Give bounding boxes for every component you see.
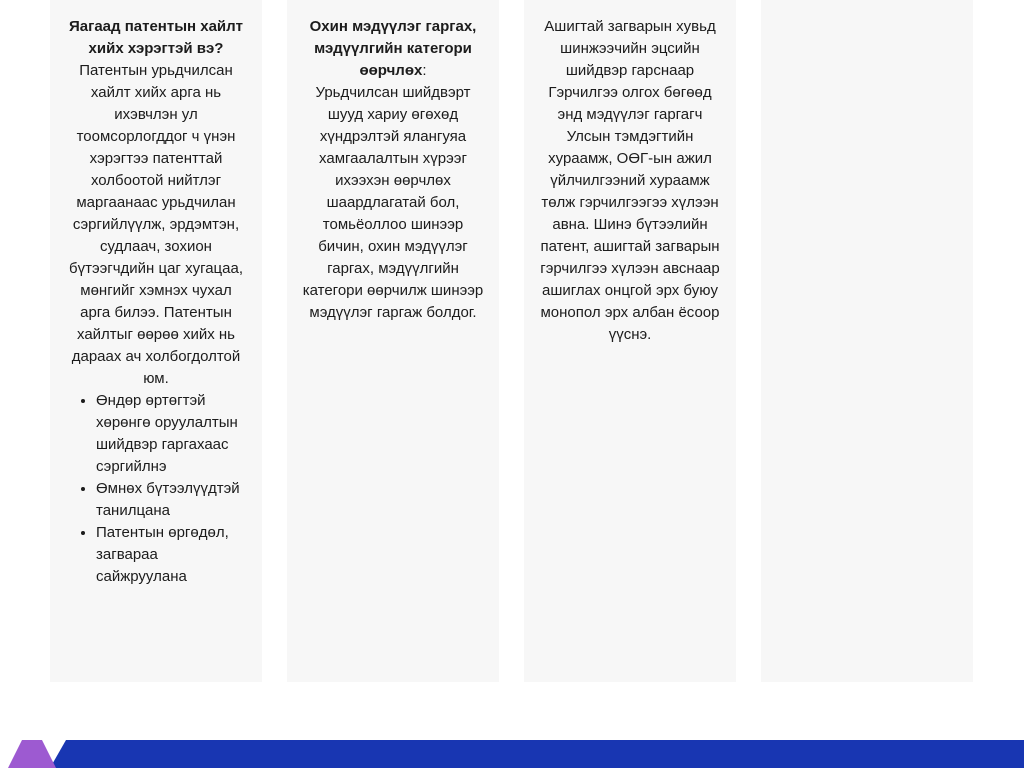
card-patent-search bbox=[50, 0, 262, 682]
card-paragraph bbox=[64, 16, 248, 390]
hexagon-accent-shape bbox=[8, 740, 56, 768]
footer-band bbox=[0, 740, 1024, 768]
card-grid bbox=[50, 0, 974, 682]
card-title: Охин мэдүүлэг гаргах, мэдүүлгийн категори өөрчлөх bbox=[309, 18, 477, 79]
card-divisional-application bbox=[287, 0, 499, 682]
card-body: Ашигтай загварын хувьд шинжээчийн эцсийн шийдвэр гарснаар Гэрчилгээ олгох бөгөөд энд мэдүүлэг гаргагч Улсын тэмдэгтийн хураамж, ОӨГ-ын ажил үйлчилгээний хураамж төлж гэрчилгээгээ хүлээн авна. Шинэ бүтээлийн патент, ашигтай загварын гэрчилгээ хүлээн авснаар ашиглах онцгой эрх буюу монопол эрх албан ёсоор үүснэ. bbox=[540, 18, 720, 343]
card-body: Урьдчилсан шийдвэрт шууд хариу өгөхөд хүндрэлтэй ялангуяа хамгаалалтын хүрээг ихээхэн өөрчлөх шаардлагатай бол, томьёоллоо шинээр бичин, охин мэдүүлэг гаргах, мэдүүлгийн категори өөрчилж шинээр мэдүүлэг гаргаж болдог. bbox=[302, 84, 484, 321]
card-paragraph bbox=[538, 16, 722, 346]
card-paragraph bbox=[301, 16, 485, 324]
list-item: • Патентын өргөдөл, загвараа сайжруулана bbox=[96, 522, 248, 588]
bullet-list bbox=[64, 390, 248, 588]
card-empty bbox=[761, 0, 973, 682]
card-body: Патентын урьдчилсан хайлт хийх арга нь ихэвчлэн ул тоомсорлогддог ч үнэн хэрэгтээ патенттай холбоотой нийтлэг маргаанаас урьдчилан сэргийлүүлж, эрдэмтэн, судлаач, зохион бүтээгчдийн цаг хугацаа, мөнгийг хэмнэх чухал арга билээ. Патентын хайлтыг өөрөө хийх нь дараах ач холбогдолтой юм. bbox=[68, 62, 244, 387]
card-utility-model bbox=[524, 0, 736, 682]
list-item: • Өндөр өртөгтэй хөрөнгө оруулалтын шийдвэр гаргахаас сэргийлнэ bbox=[96, 390, 248, 478]
card-title-suffix: : bbox=[422, 62, 427, 79]
footer-bar bbox=[50, 740, 1024, 768]
list-item: • Өмнөх бүтээлүүдтэй танилцана bbox=[96, 478, 248, 522]
card-title: Яагаад патентын хайлт хийх хэрэгтэй вэ? bbox=[68, 18, 244, 57]
